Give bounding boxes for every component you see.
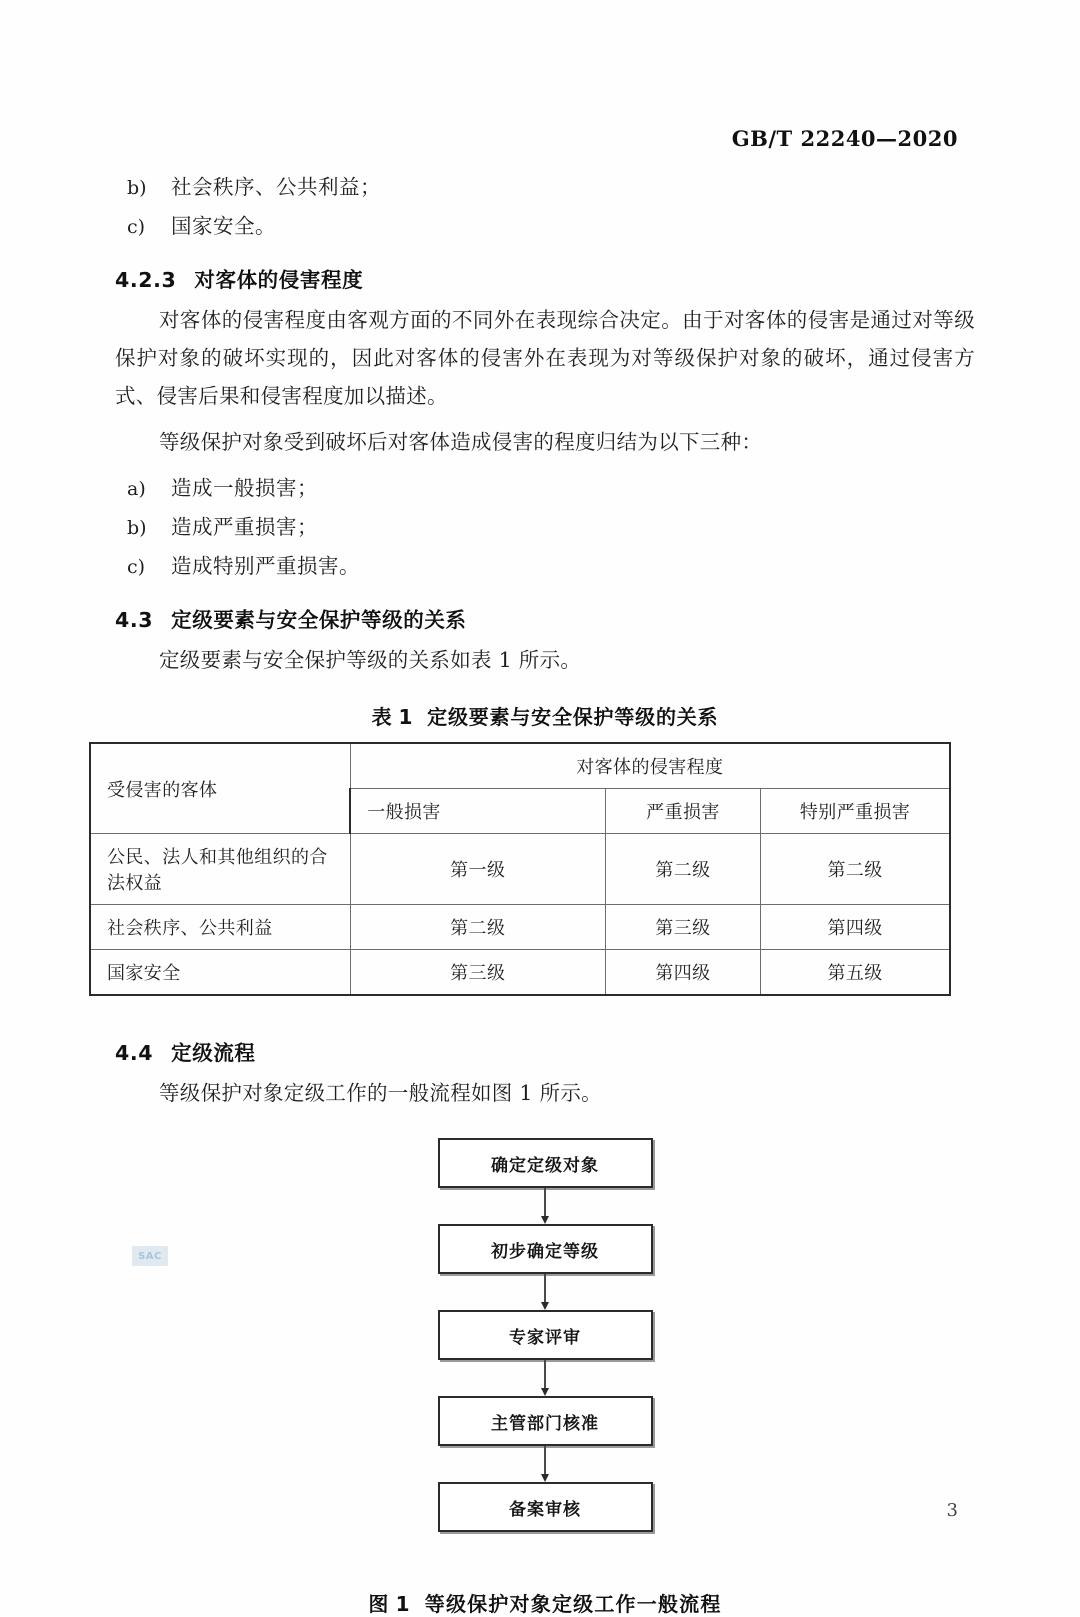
figure-caption-label: 图 — [368, 1592, 390, 1616]
list-item — [115, 547, 975, 586]
paragraph-4-3: 定级要素与安全保护等级的关系如表 1 所示。 — [159, 648, 582, 672]
section-title: 定级要素与安全保护等级的关系 — [171, 608, 467, 632]
header-level-general: 一般损害 — [350, 789, 605, 834]
paragraph-4-2-3-2: 等级保护对象受到破坏后对客体造成侵害的程度归结为以下三种： — [159, 430, 763, 454]
list-marker: c) — [127, 556, 146, 578]
flow-step-confirm-target: 确定定级对象 — [438, 1138, 653, 1188]
flow-arrow-icon — [539, 1274, 551, 1310]
list-marker: b) — [127, 517, 147, 539]
figure-caption-number: 1 — [395, 1592, 411, 1616]
section-title: 对客体的侵害程度 — [194, 268, 364, 292]
grading-process-flowchart — [115, 1138, 975, 1532]
flow-step-expert-review: 专家评审 — [438, 1310, 653, 1360]
row-object: 公民、法人和其他组织的合法权益 — [90, 834, 350, 905]
cell-level: 第四级 — [605, 950, 760, 996]
paragraph-4-2-3-1: 对客体的侵害程度由客观方面的不同外在表现综合决定。由于对客体的侵害是通过对等级保护对象的破坏实现的，因此对客体的侵害外在表现为对等级保护对象的破坏，通过侵害方式、侵害后果和侵害程度加以描述。 — [115, 308, 975, 408]
cell-level: 第三级 — [605, 905, 760, 950]
table-row — [90, 905, 950, 950]
list-item-label: 社会秩序、公共利益； — [171, 175, 381, 199]
table-caption — [115, 701, 975, 730]
table-caption-number: 1 — [398, 705, 414, 729]
list-item — [115, 508, 975, 547]
flow-arrow-icon — [539, 1360, 551, 1396]
page-number: 3 — [946, 1500, 958, 1521]
list-marker: b) — [127, 177, 147, 199]
row-object: 社会秩序、公共利益 — [90, 905, 350, 950]
section-heading-4-2-3 — [115, 263, 975, 293]
header-object: 受侵害的客体 — [90, 743, 350, 834]
header-level-especially-serious: 特别严重损害 — [761, 789, 950, 834]
cell-level: 第一级 — [350, 834, 605, 905]
list-item — [115, 207, 975, 246]
list-item — [115, 469, 975, 508]
list-item-label: 造成特别严重损害。 — [171, 554, 360, 578]
section-number: 4.4 — [115, 1041, 154, 1065]
paragraph-4-4: 等级保护对象定级工作的一般流程如图 1 所示。 — [159, 1081, 602, 1105]
section-number: 4.3 — [115, 608, 154, 632]
section-heading-4-3 — [115, 603, 975, 633]
cell-level: 第二级 — [350, 905, 605, 950]
row-object: 国家安全 — [90, 950, 350, 996]
list-item-label: 造成严重损害； — [171, 515, 318, 539]
table-caption-title: 定级要素与安全保护等级的关系 — [427, 705, 719, 729]
list-item-label: 国家安全。 — [171, 214, 276, 238]
cell-level: 第二级 — [761, 834, 950, 905]
list-marker: c) — [127, 216, 146, 238]
cell-level: 第二级 — [605, 834, 760, 905]
cell-level: 第四级 — [761, 905, 950, 950]
flow-step-preliminary-level: 初步确定等级 — [438, 1224, 653, 1274]
cell-level: 第三级 — [350, 950, 605, 996]
cell-level: 第五级 — [761, 950, 950, 996]
list-item — [115, 168, 975, 207]
section-number: 4.2.3 — [115, 268, 177, 292]
standard-number-header: GB/T 22240—2020 — [731, 126, 958, 151]
table-row — [90, 950, 950, 996]
grading-relationship-table — [89, 742, 951, 996]
table-row — [90, 834, 950, 905]
flow-step-authority-approval: 主管部门核准 — [438, 1396, 653, 1446]
header-level-serious: 严重损害 — [605, 789, 760, 834]
figure-caption-title: 等级保护对象定级工作一般流程 — [424, 1592, 722, 1616]
page-content — [107, 168, 975, 1617]
table-caption-label: 表 — [371, 705, 393, 729]
header-group-damage-degree: 对客体的侵害程度 — [350, 743, 950, 789]
flow-arrow-icon — [539, 1446, 551, 1482]
list-item-label: 造成一般损害； — [171, 476, 318, 500]
section-title: 定级流程 — [171, 1041, 256, 1065]
sac-watermark: SAC — [132, 1246, 168, 1266]
flow-step-filing-review: 备案审核 — [438, 1482, 653, 1532]
table-header-row — [90, 743, 950, 789]
table-body — [90, 834, 950, 996]
table-head — [90, 743, 950, 834]
flow-arrow-icon — [539, 1188, 551, 1224]
section-heading-4-4 — [115, 1036, 975, 1066]
list-marker: a) — [127, 478, 146, 500]
